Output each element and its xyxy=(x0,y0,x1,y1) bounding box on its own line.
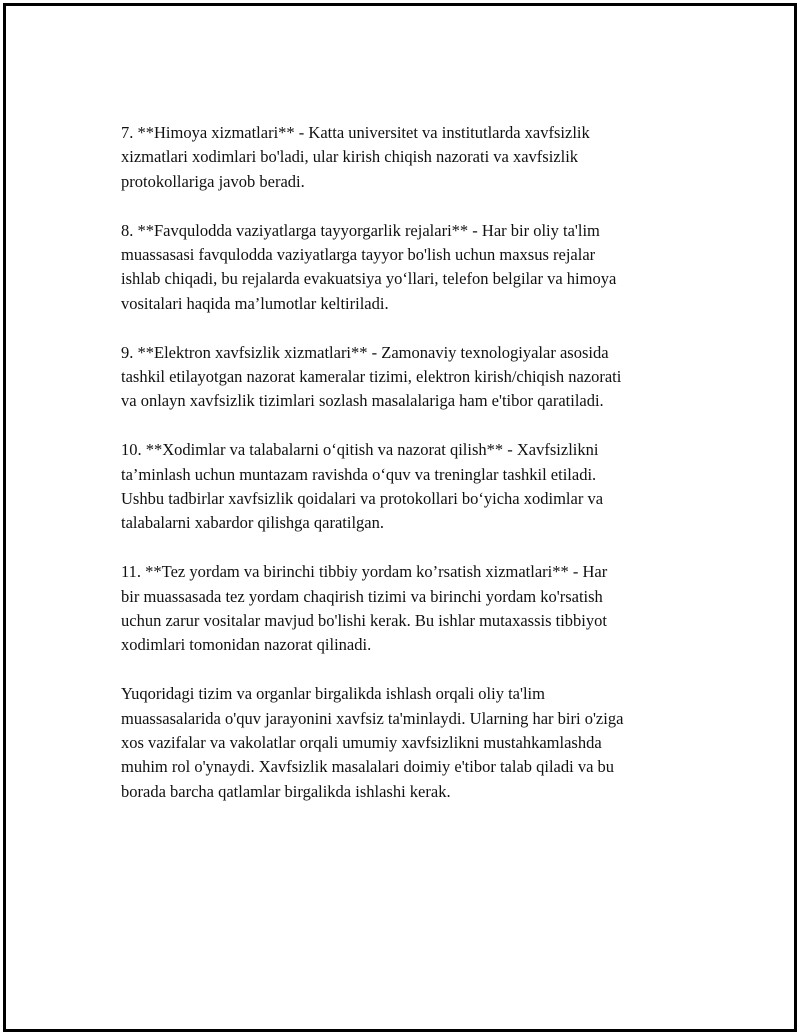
paragraph-item-10: 10. **Xodimlar va talabalarni o‘qitish va nazorat qilish** - Xavfsizlikni ta’minlash uchun muntazam ravishda o‘quv va treninglar tashkil etiladi. Ushbu tadbirlar xavfsizlik qoidalari va protokollari bo‘yicha xodimlar va talabalarni xabardor qilishga qaratilgan. xyxy=(121,440,604,533)
conclusion-paragraph: Yuqoridagi tizim va organlar birgalikda ishlash orqali oliy ta'lim muassasalarida o'quv jarayonini xavfsiz ta'minlaydi. Ularning har biri o'ziga xos vazifalar va vakolatlar orqali umumiy xavfsizlikni mustahkamlashda muhim rol o'ynaydi. Xavfsizlik masalalari doimiy e'tibor talab qiladi va bu borada barcha qatlamlar birgalikda ishlashi kerak. xyxy=(121,684,624,801)
paragraph-item-9: 9. **Elektron xavfsizlik xizmatlari** - Zamonaviy texnologiyalar asosida tashkil etilayotgan nazorat kameralar tizimi, elektron kirish/chiqish nazorati va onlayn xavfsizlik tizimlari sozlash masalalariga ham e'tibor qaratiladi. xyxy=(121,342,622,411)
paragraph-item-11: 11. **Tez yordam va birinchi tibbiy yordam ko’rsatish xizmatlari** - Har bir muassasada tez yordam chaqirish tizimi va birinchi yordam ko'rsatish uchun zarur vositalar mavjud bo'lishi kerak. Bu ishlar mutaxassis tibbiyot xodimlari tomonidan nazorat qilinadi. xyxy=(121,562,608,655)
paragraph-item-7: 7. **Himoya xizmatlari** - Katta universitet va institutlarda xavfsizlik xizmatlari xodimlari bo'ladi, ular kirish chiqish nazorati va xavfsizlik protokollariga javob beradi. xyxy=(121,123,590,191)
document-body xyxy=(121,121,681,829)
paragraph-item-8: 8. **Favqulodda vaziyatlarga tayyorgarlik rejalari** - Har bir oliy ta'lim muassasasi favqulodda vaziyatlarga tayyor bo'lish uchun maxsus rejalar ishlab chiqadi, bu rejalarda evakuatsiya yo‘llari, telefon belgilar va himoya vositalari haqida ma’lumotlar keltiriladi. xyxy=(121,220,617,313)
page-frame xyxy=(3,3,797,1032)
